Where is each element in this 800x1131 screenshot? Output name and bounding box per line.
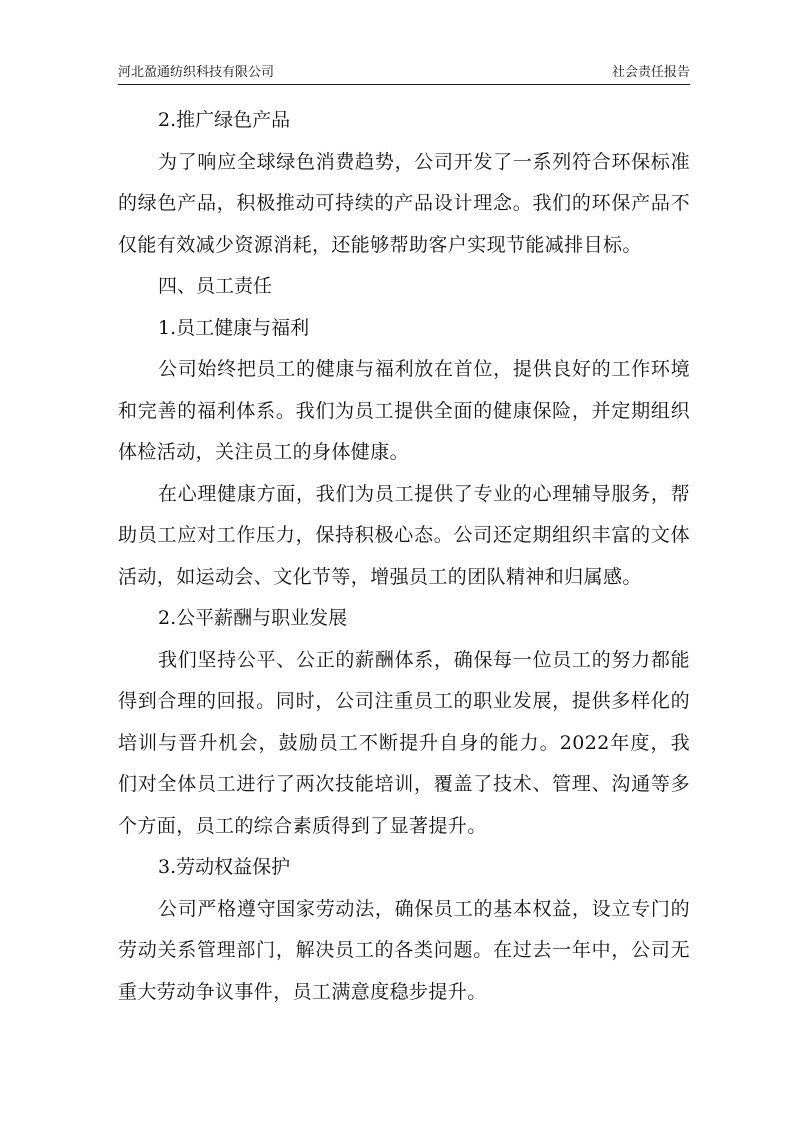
report-title: 社会责任报告 xyxy=(611,65,690,80)
paragraph-health-welfare: 公司始终把员工的健康与福利放在首位，提供良好的工作环境和完善的福利体系。我们为员工提供全面的健康保险，并定期组织体检活动，关注员工的身体健康。 xyxy=(118,358,690,463)
page-header xyxy=(118,56,690,85)
heading-green-products: 2.推广绿色产品 xyxy=(158,109,291,131)
paragraph-mental-health: 在心理健康方面，我们为员工提供了专业的心理辅导服务，帮助员工应对工作压力，保持积极心态。公司还定期组织丰富的文体活动，如运动会、文化节等，增强员工的团队精神和归属感。 xyxy=(118,482,690,588)
heading-labor-rights: 3.劳动权益保护 xyxy=(158,856,291,878)
document-body xyxy=(118,100,690,1013)
paragraph-salary-career: 我们坚持公平、公正的薪酬体系，确保每一位员工的努力都能得到合理的回报。同时，公司注重员工的职业发展，提供多样化的培训与晋升机会，鼓励员工不断提升自身的能力。2022年度，我们对全体员工进行了两次技能培训，覆盖了技术、管理、沟通等多个方面，员工的综合素质得到了显著提升。 xyxy=(118,648,690,837)
company-name: 河北盈通纺织科技有限公司 xyxy=(118,65,275,80)
heading-employee-responsibility: 四、员工责任 xyxy=(158,275,273,297)
paragraph-labor-rights: 公司严格遵守国家劳动法，确保员工的基本权益，设立专门的劳动关系管理部门，解决员工的各类问题。在过去一年中，公司无重大劳动争议事件，员工满意度稳步提升。 xyxy=(118,897,690,1003)
heading-salary-career: 2.公平薪酬与职业发展 xyxy=(158,607,348,629)
heading-health-welfare: 1.员工健康与福利 xyxy=(158,316,310,339)
paragraph-green-products: 为了响应全球绿色消费趋势，公司开发了一系列符合环保标准的绿色产品，积极推动可持续的产品设计理念。我们的环保产品不仅能有效减少资源消耗，还能够帮助客户实现节能减排目标。 xyxy=(118,150,690,256)
